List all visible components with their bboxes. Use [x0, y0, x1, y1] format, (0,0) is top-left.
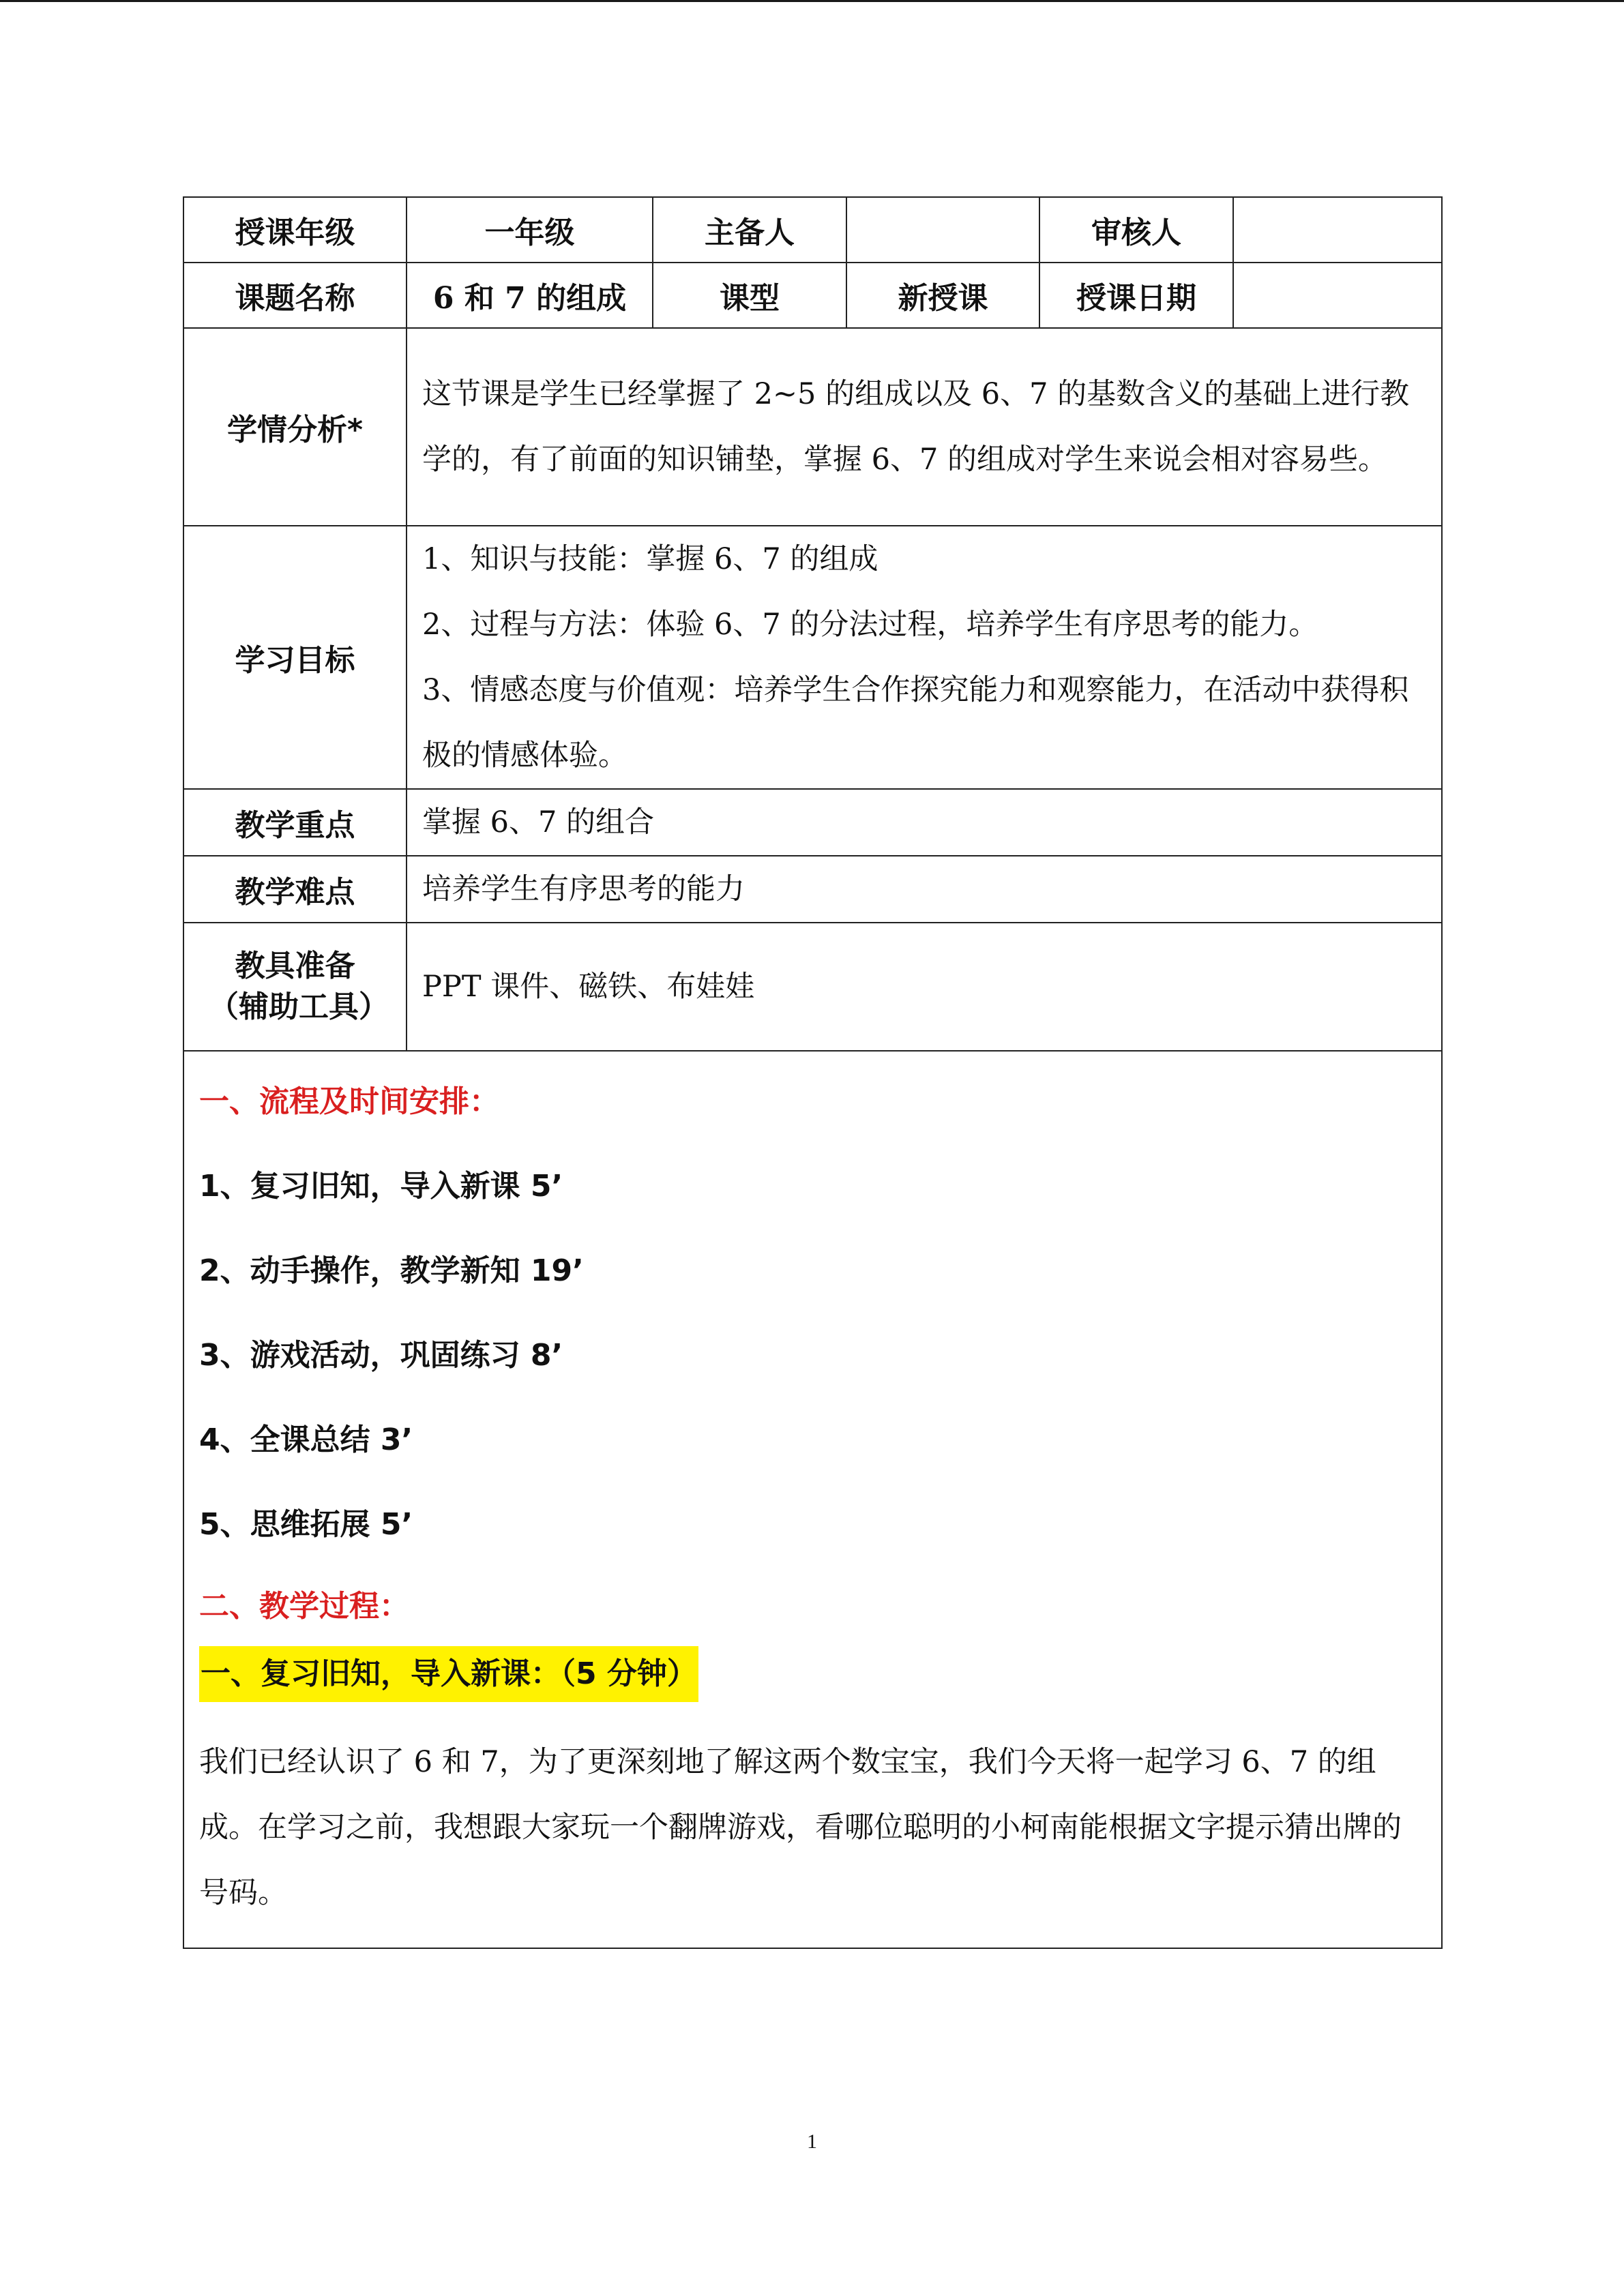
date-value	[1233, 263, 1442, 328]
sub-heading-highlight: 一、复习旧知，导入新课：（5 分钟）	[199, 1646, 698, 1702]
process-heading: 二、教学过程：	[199, 1589, 409, 1624]
flow-item: 3、游戏活动，巩固练习 8’	[199, 1338, 563, 1373]
intro-paragraph: 我们已经认识了 6 和 7，为了更深刻地了解这两个数宝宝，我们今天将一起学习 6、7 的组成。在学习之前，我想跟大家玩一个翻牌游戏，看哪位聪明的小柯南能根据文字提示猜出牌的号码。	[199, 1745, 1402, 1910]
topic-row	[183, 263, 1442, 328]
objectives-row	[183, 526, 1442, 789]
lesson-plan-table	[183, 196, 1443, 1949]
grade-value: 一年级	[407, 197, 653, 263]
date-label: 授课日期	[1039, 263, 1233, 328]
flow-item: 2、动手操作，教学新知 19’	[199, 1253, 584, 1288]
objective-item: 2、过程与方法：体验 6、7 的分法过程，培养学生有序思考的能力。	[422, 608, 1318, 642]
process-row	[183, 1051, 1442, 1948]
analysis-row	[183, 328, 1442, 526]
objective-item: 3、情感态度与价值观：培养学生合作探究能力和观察能力，在活动中获得积极的情感体验。	[422, 673, 1409, 773]
flow-item: 5、思维拓展 5’	[199, 1507, 413, 1542]
objectives-list	[407, 526, 1442, 789]
objective-item: 1、知识与技能：掌握 6、7 的组成	[422, 542, 879, 576]
page-top-border	[0, 0, 1624, 2]
key-point-label: 教学重点	[183, 789, 407, 856]
difficulty-label: 教学难点	[183, 856, 407, 923]
key-point-text: 掌握 6、7 的组合	[407, 789, 1442, 856]
reviewer-value	[1233, 197, 1442, 263]
objectives-label: 学习目标	[183, 526, 407, 789]
type-label: 课型	[653, 263, 846, 328]
key-point-row	[183, 789, 1442, 856]
difficulty-text: 培养学生有序思考的能力	[407, 856, 1442, 923]
flow-heading: 一、流程及时间安排：	[199, 1084, 499, 1119]
materials-text: PPT 课件、磁铁、布娃娃	[407, 923, 1442, 1051]
preparer-label: 主备人	[653, 197, 846, 263]
materials-row	[183, 923, 1442, 1051]
header-row	[183, 197, 1442, 263]
analysis-label: 学情分析*	[183, 328, 407, 526]
grade-label: 授课年级	[183, 197, 407, 263]
analysis-text: 这节课是学生已经掌握了 2~5 的组成以及 6、7 的基数含义的基础上进行教学的，有了前面的知识铺垫，掌握 6、7 的组成对学生来说会相对容易些。	[407, 328, 1442, 526]
flow-item: 1、复习旧知，导入新课 5’	[199, 1169, 563, 1204]
type-value: 新授课	[846, 263, 1039, 328]
sub-heading-wrap	[199, 1646, 1426, 1714]
topic-label: 课题名称	[183, 263, 407, 328]
flow-item: 4、全课总结 3’	[199, 1422, 413, 1457]
reviewer-label: 审核人	[1039, 197, 1233, 263]
preparer-value	[846, 197, 1039, 263]
materials-label: 教具准备（辅助工具）	[183, 923, 407, 1051]
process-content	[183, 1051, 1442, 1948]
topic-value: 6 和 7 的组成	[407, 263, 653, 328]
page-number: 1	[807, 2130, 817, 2153]
difficulty-row	[183, 856, 1442, 923]
